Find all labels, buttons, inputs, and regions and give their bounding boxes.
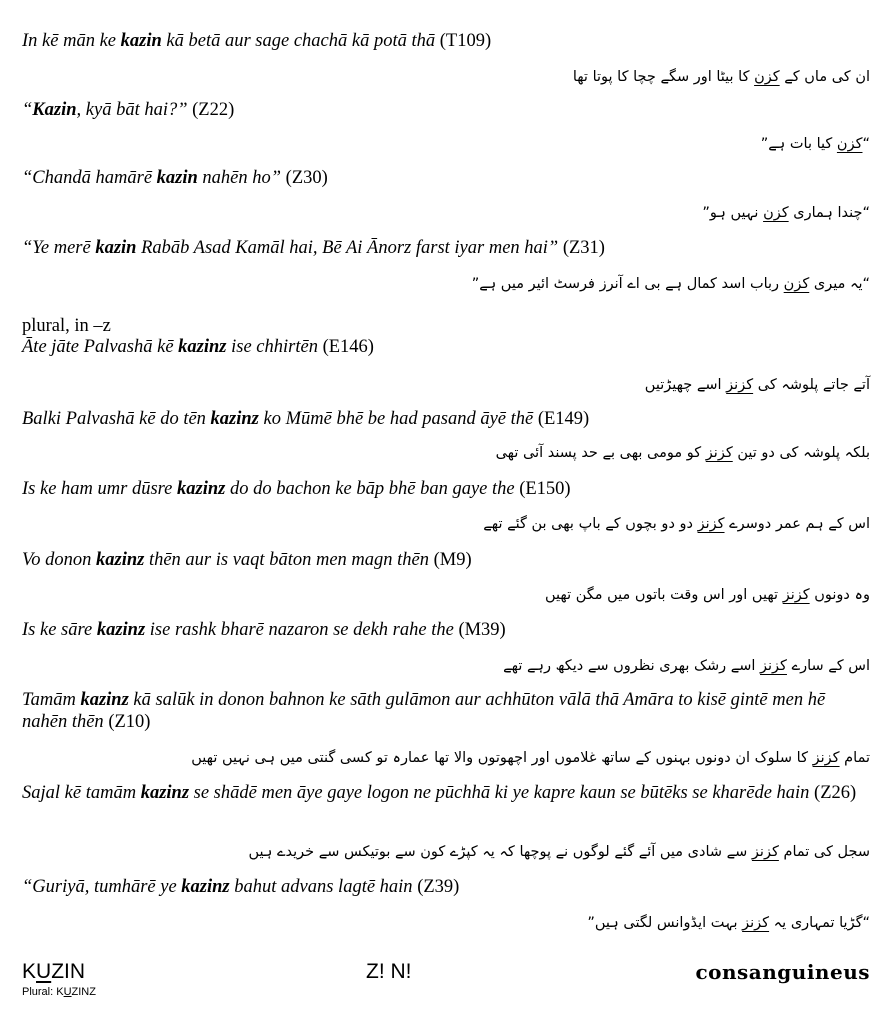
urdu-line: “یہ میری کزن رباب اسد کمال ہے بی اے آنرز فرسٹ ائیر میں ہے” [471,276,870,292]
transliteration-line: Āte jāte Palvashā kē kazinz ise chhirtēn (E146) [22,337,374,357]
urdu-line: آتے جاتے پلوشہ کی کزنز اسے چھیڑتیں [644,377,870,393]
transliteration-line: “Ye merē kazin Rabāb Asad Kamāl hai, Bē Ai Ānorz farst iyar men hai” (Z31) [22,238,605,258]
urdu-line: اس کے سارے کزنز اسے رشک بھری نظروں سے دیکھ رہے تھے [503,658,870,674]
urdu-line: تمام کزنز کا سلوک ان دونوں بہنوں کے ساتھ غلاموں اور اچھوتوں والا تھا عمارہ تو کسی گنتی میں ہی نہیں تھیں [191,750,870,766]
urdu-line: وہ دونوں کزنز تھیں اور اس وقت باتوں میں مگن تھیں [544,587,870,603]
urdu-line: اس کے ہم عمر دوسرے کزنز دو دو بچوں کے باپ بھی بن گئے تھے [483,516,870,532]
plural-label: plural, in –z [22,316,111,336]
transliteration-line: Vo donon kazinz thēn aur is vaqt bāton men magn thēn (M9) [22,550,472,570]
urdu-line: بلکہ پلوشہ کی دو تین کزنز کو مومی بھی بے حد پسند آئی تھی [495,445,870,461]
urdu-line: ان کی ماں کے کزن کا بیٹا اور سگے چچا کا پوتا تھا [572,69,870,85]
transliteration-line: “Kazin, kyā bāt hai?” (Z22) [22,100,235,120]
urdu-line: “کزن کیا بات ہے” [760,136,870,152]
urdu-line: سجل کی تمام کزنز سے شادی میں آئے گئے لوگوں نے پوچھا کہ یہ کپڑے کون سے بوتیکس سے خریدے ہیں [248,844,870,860]
transliteration-line: In kē mān ke kazin kā betā aur sage chachā kā potā thā (T109) [22,31,492,51]
transliteration-line: Is ke ham umr dūsre kazinz do do bachon ke bāp bhē ban gaye the (E150) [22,479,571,499]
headword: KUZIN [22,960,86,983]
phonetic-form: Z! N! [366,960,412,983]
transliteration-line: Sajal kē tamām kazinz se shādē men āye gaye logon ne pūchhā ki ye kapre kaun se būtēks se kharēde hain (Z26) [22,783,857,803]
plural-form: Plural: KUZINZ [22,986,96,998]
urdu-line: “چندا ہماری کزن نہیں ہو” [702,205,870,221]
urdu-line: “گڑیا تمہاری یہ کزنز بہت ایڈوانس لگتی ہیں” [587,915,870,931]
transliteration-line: Balki Palvashā kē do tēn kazinz ko Mūmē bhē be had pasand āyē thē (E149) [22,409,590,429]
etymology-word: consanguineus [695,960,870,984]
transliteration-line: “Chandā hamārē kazin nahēn ho” (Z30) [22,168,328,188]
transliteration-line: Tamām kazinz kā salūk in donon bahnon ke sāth gulāmon aur achhūton vālā thā Amāra to kisē gintē men hē nahēn thēn (Z10) [22,690,826,732]
transliteration-line: Is ke sāre kazinz ise rashk bharē nazaron se dekh rahe the (M39) [22,620,506,640]
transliteration-line: “Guriyā, tumhārē ye kazinz bahut advans lagtē hain (Z39) [22,877,460,897]
